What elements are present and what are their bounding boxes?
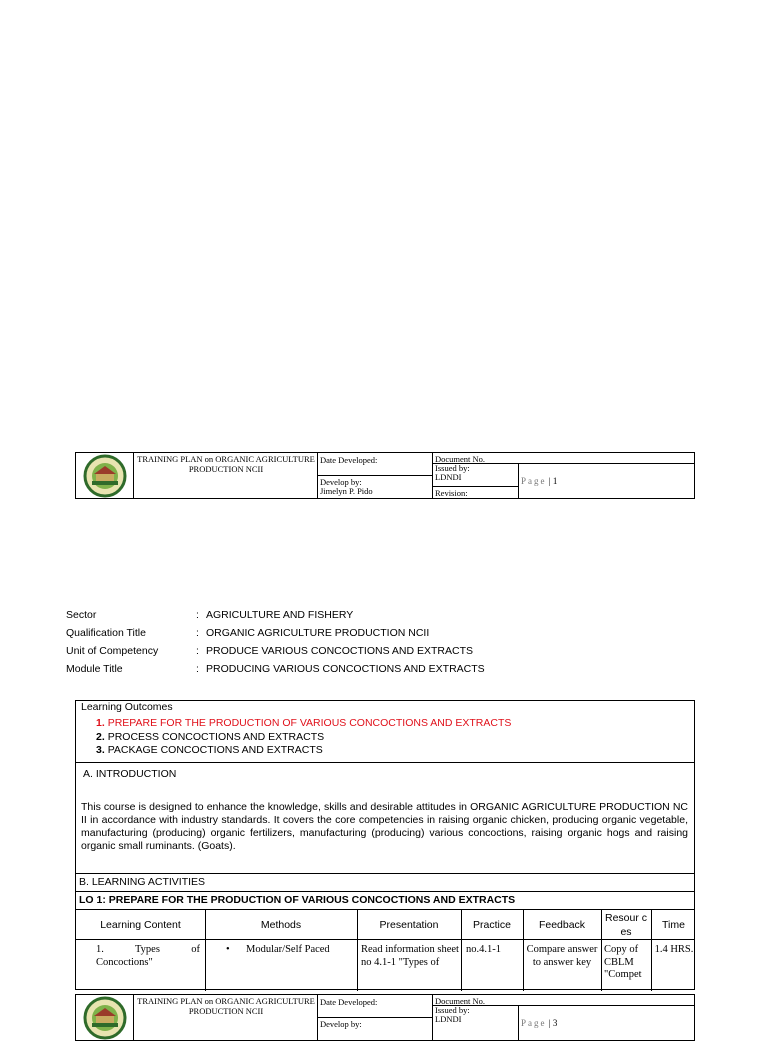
issuer-name: LDNDI <box>435 1014 462 1024</box>
training-content-box <box>75 700 695 990</box>
col-header-practice: Practice <box>473 919 511 931</box>
issued-by <box>435 464 470 482</box>
info-row-qualification: Qualification Title : ORGANIC AGRICULTURE PRODUCTION NCII <box>66 627 430 639</box>
info-row-module: Module Title : PRODUCING VARIOUS CONCOCTIONS AND EXTRACTS <box>66 663 485 675</box>
col-header-feedback: Feedback <box>538 919 586 931</box>
develop-by-label: Develop by: <box>320 477 362 487</box>
lo-number: 2. <box>96 731 105 743</box>
info-row-sector: Sector : AGRICULTURE AND FISHERY <box>66 609 354 621</box>
document-no-label: Document No. <box>435 996 486 1006</box>
cell-feedback: Compare answer to answer key <box>526 944 598 968</box>
col-header-methods: Methods <box>260 919 302 931</box>
training-plan-title: TRAINING PLAN on ORGANIC AGRICULTURE PRODUCTION NCII <box>137 454 315 474</box>
learning-outcome-item <box>96 717 511 729</box>
issued-by-label: Issued by: <box>435 463 470 473</box>
learning-activities-heading: B. LEARNING ACTIVITIES <box>79 876 206 888</box>
issued-by-label: Issued by: <box>435 1005 470 1015</box>
institute-logo <box>78 454 132 498</box>
info-value: AGRICULTURE AND FISHERY <box>206 609 354 621</box>
introduction-heading: A. INTRODUCTION <box>83 768 177 780</box>
lo-text: PACKAGE CONCOCTIONS AND EXTRACTS <box>107 744 323 756</box>
issued-by <box>435 1006 470 1024</box>
cell-resources: Copy of CBLM "Compet <box>604 944 642 980</box>
cell-practice: no.4.1-1 <box>466 944 501 955</box>
page-number: 1 <box>552 476 558 486</box>
develop-by <box>320 478 373 496</box>
lo-text: PROCESS CONCOCTIONS AND EXTRACTS <box>107 731 325 743</box>
info-value: PRODUCE VARIOUS CONCOCTIONS AND EXTRACTS <box>206 645 474 657</box>
page-indicator <box>521 1018 557 1028</box>
info-label: Sector <box>66 609 97 621</box>
info-label: Module Title <box>66 663 123 675</box>
cell-time: 1.4 HRS. <box>654 944 694 955</box>
develop-by-label: Develop by: <box>320 1019 362 1029</box>
training-plan-title: TRAINING PLAN on ORGANIC AGRICULTURE PRODUCTION NCII <box>137 996 315 1016</box>
info-row-unit: Unit of Competency : PRODUCE VARIOUS CONCOCTIONS AND EXTRACTS <box>66 645 474 657</box>
learning-outcomes-heading: Learning Outcomes <box>81 701 173 713</box>
cell-presentation: Read information sheet no 4.1-1 "Types of <box>361 944 459 968</box>
bullet-icon: • <box>226 944 230 955</box>
cell-learning-content: 1. Types of Concoctions" <box>96 944 200 968</box>
document-header <box>75 452 695 499</box>
page-separator: | <box>548 476 551 486</box>
date-developed-label: Date Developed: <box>320 997 378 1007</box>
introduction-text: This course is designed to enhance the knowledge, skills and desirable attitudes in ORGANIC AGRICULTURE PRODUCTION NC II in accordance with industry standards. It covers the core competencies in raising organic chicken, producing organic vegetable, manufacturing (producing) organic fertilizers, manufacturing (producing) various concoctions, raising organic hogs and raising organic small ruminants. (Goats). <box>81 801 688 852</box>
col-header-resources: Resour ces <box>604 912 647 938</box>
col-header-time: Time <box>662 919 685 931</box>
page-separator: | <box>548 1018 551 1028</box>
info-value: PRODUCING VARIOUS CONCOCTIONS AND EXTRACTS <box>206 663 485 675</box>
page-label: Page <box>521 476 547 486</box>
info-label: Qualification Title <box>66 627 146 639</box>
developer-name: Jimelyn P. Pido <box>320 486 373 496</box>
cell-methods <box>214 944 354 957</box>
method-text: Modular/Self Paced <box>246 944 330 955</box>
date-developed-label: Date Developed: <box>320 455 378 465</box>
col-header-learning-content: Learning Content <box>100 919 181 931</box>
lo-number: 1. <box>96 717 105 729</box>
info-value: ORGANIC AGRICULTURE PRODUCTION NCII <box>206 627 430 639</box>
lo-title: LO 1: PREPARE FOR THE PRODUCTION OF VARIOUS CONCOCTIONS AND EXTRACTS <box>79 894 516 906</box>
document-no-label: Document No. <box>435 454 486 464</box>
col-header-presentation: Presentation <box>379 919 439 931</box>
revision-label: Revision: <box>435 488 468 498</box>
institute-logo <box>78 996 132 1040</box>
develop-by <box>320 1020 362 1029</box>
lo-number: 3. <box>96 744 105 756</box>
page-number: 3 <box>552 1018 558 1028</box>
info-label: Unit of Competency <box>66 645 159 657</box>
learning-outcome-item <box>96 744 323 756</box>
page-indicator <box>521 476 557 486</box>
issuer-name: LDNDI <box>435 472 462 482</box>
learning-outcome-item <box>96 731 324 743</box>
page-label: Page <box>521 1018 547 1028</box>
document-header-page-3 <box>75 994 695 1041</box>
lo-text: PREPARE FOR THE PRODUCTION OF VARIOUS CONCOCTIONS AND EXTRACTS <box>107 717 512 729</box>
